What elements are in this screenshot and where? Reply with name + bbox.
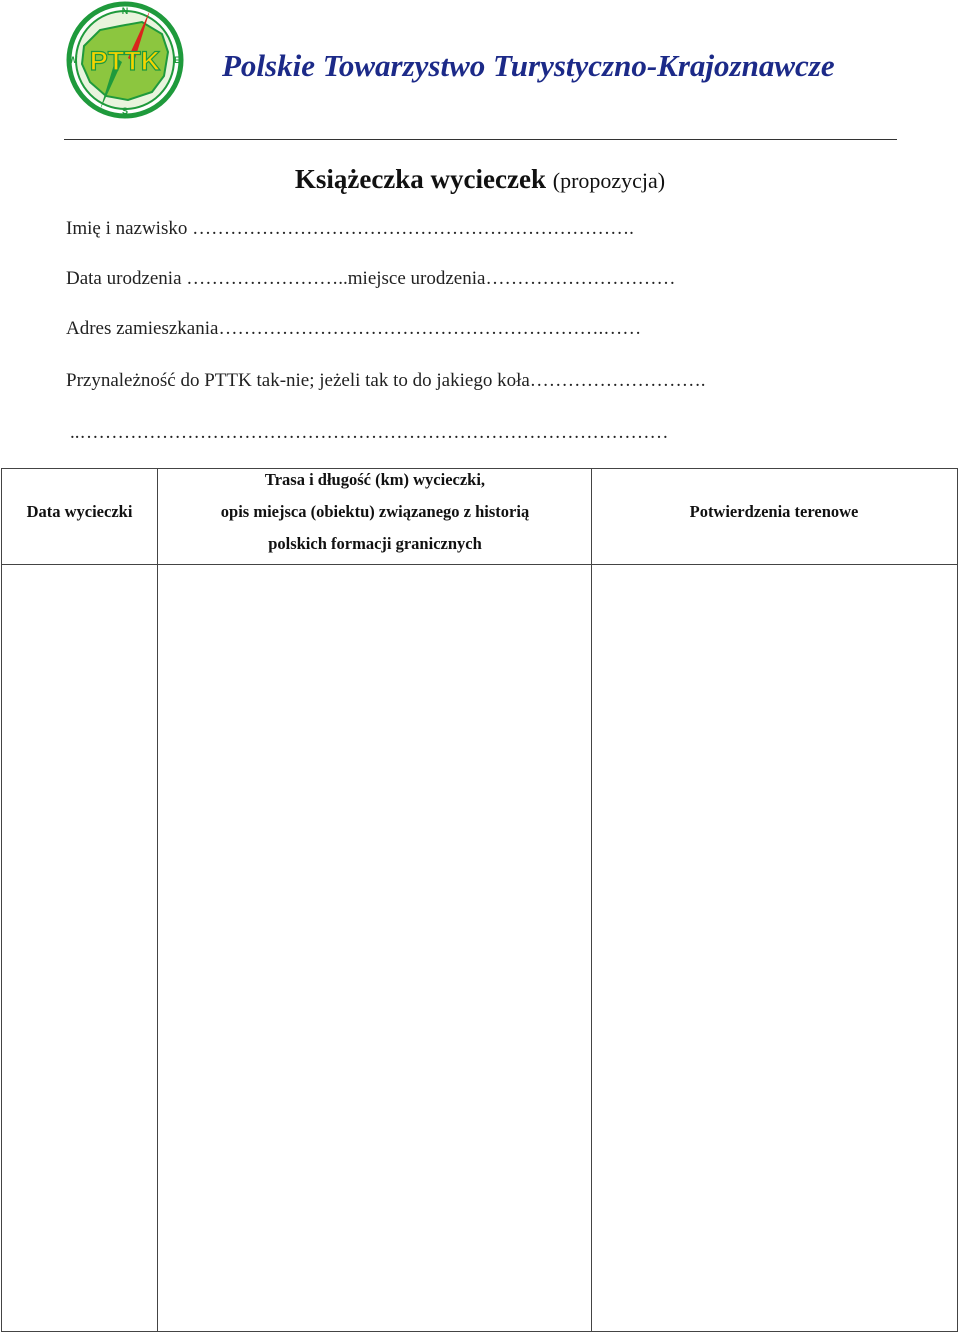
compass-letter-s: S [121, 106, 129, 116]
column-header-route [158, 469, 592, 564]
route-header-line: Trasa i długość (km) wycieczki, [264, 470, 486, 489]
name-field[interactable]: Imię i nazwisko ……………………………………………………………. [66, 218, 634, 239]
column-header-confirmations: Potwierdzenia terenowe [689, 502, 859, 521]
logo-text: PTTK [89, 46, 161, 76]
header-divider [64, 139, 897, 140]
route-cell[interactable] [158, 565, 591, 1331]
column-header-date: Data wycieczki [26, 502, 133, 521]
pttk-compass-logo-icon [62, 0, 188, 122]
trips-table [1, 468, 958, 1332]
title-note: (propozycja) [552, 168, 666, 193]
title-main: Książeczka wycieczek [294, 164, 546, 194]
route-header-line: opis miejsca (obiektu) związanego z historią [220, 502, 530, 521]
address-field[interactable]: Adres zamieszkania…………………………………………………….…… [66, 318, 642, 339]
pttk-logo [62, 0, 188, 122]
membership-field[interactable]: Przynależność do PTTK tak-nie; jeżeli tak to do jakiego koła………………………. [66, 370, 706, 391]
compass-letter-w: W [68, 55, 78, 65]
birth-field[interactable]: Data urodzenia ……………………..miejsce urodzenia………………………… [66, 268, 676, 289]
route-header-line: polskich formacji granicznych [268, 534, 482, 553]
document-title [0, 164, 960, 195]
compass-letter-n: N [121, 6, 129, 16]
confirmations-cell[interactable] [592, 565, 957, 1331]
date-cell[interactable] [2, 565, 157, 1331]
organization-name: Polskie Towarzystwo Turystyczno-Krajoznawcze [222, 48, 835, 83]
compass-letter-e: E [173, 55, 181, 65]
membership-continuation-field[interactable]: ..………………………………………………………………………………… [70, 422, 669, 443]
